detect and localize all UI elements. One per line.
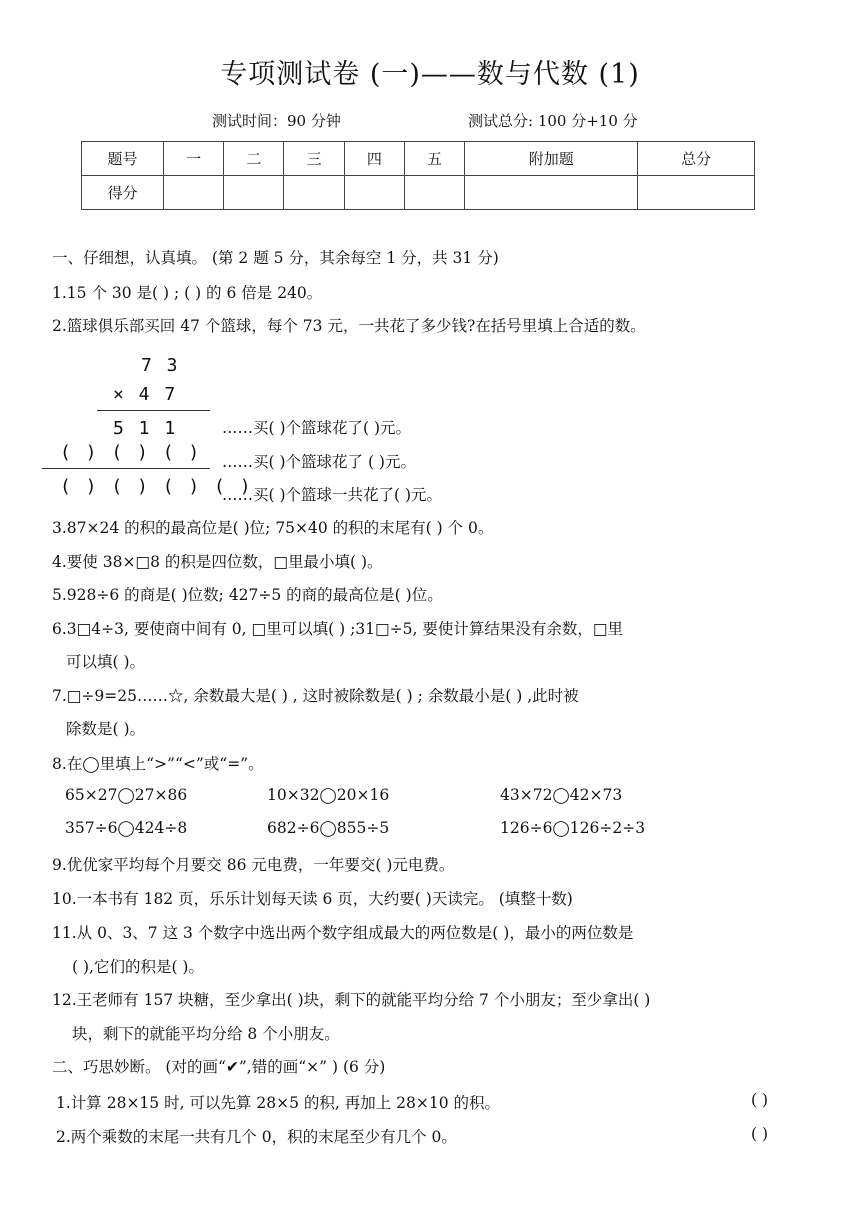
table-cell: 四 (344, 142, 404, 176)
question-4: 4.要使 38×□8 的积是四位数，□里最小填( )。 (52, 553, 383, 571)
calc-line (97, 410, 210, 411)
table-cell: 一 (164, 142, 224, 176)
score-entry[interactable] (638, 176, 755, 210)
question-12: 12.王老师有 157 块糖，至少拿出( )块，剩下的就能平均分给 7 个小朋友；至少拿出( ) (52, 991, 651, 1009)
question-11: 11.从 0、3、7 这 3 个数字中选出两个数字组成最大的两位数是( )，最小的两位数是 (52, 924, 634, 942)
compare-item: 43×72◯42×73 (500, 786, 623, 804)
calc-note-1: ……买( )个篮球花了( )元。 (222, 419, 412, 437)
test-time: 测试时间：90 分钟 (212, 112, 341, 130)
question-6-cont: 可以填( )。 (66, 653, 146, 671)
score-entry[interactable] (284, 176, 344, 210)
table-cell: 五 (404, 142, 464, 176)
calc-partial-1: 5 1 1 (113, 418, 178, 439)
score-table-header-row (82, 142, 755, 176)
score-entry[interactable] (344, 176, 404, 210)
score-table (81, 141, 755, 210)
question-7: 7.□÷9=25……☆, 余数最大是( ) , 这时被除数是( ) ; 余数最小是( ) ,此时被 (52, 687, 579, 705)
calc-product: ( ) ( ) ( ) ( ) (60, 476, 253, 497)
table-cell: 二 (224, 142, 284, 176)
calc-multiplier: × 4 7 (113, 384, 178, 405)
table-cell: 题号 (82, 142, 164, 176)
score-entry[interactable] (164, 176, 224, 210)
score-table-score-row (82, 176, 755, 210)
question-12-cont: 块，剩下的就能平均分给 8 个小朋友。 (72, 1025, 340, 1043)
page-title: 专项测试卷 (一)——数与代数 (1) (220, 59, 640, 90)
section1-heading: 一、仔细想，认真填。 (第 2 题 5 分，其余每空 1 分，共 31 分) (52, 249, 499, 267)
section2-heading: 二、巧思妙断。 (对的画“✔”,错的画“×” ) (6 分) (52, 1058, 386, 1076)
question-2: 2.篮球俱乐部买回 47 个篮球，每个 73 元，一共花了多少钱?在括号里填上合适的数。 (52, 317, 646, 335)
table-cell: 总分 (638, 142, 755, 176)
calc-line (42, 468, 210, 469)
question-1: 1.15 个 30 是( ) ; ( ) 的 6 倍是 240。 (52, 284, 323, 302)
calc-note-2: ……买( )个篮球花了 ( )元。 (222, 453, 416, 471)
question-7-cont: 除数是( )。 (66, 720, 146, 738)
calc-partial-2: ( ) ( ) ( ) (60, 442, 202, 463)
question-5: 5.928÷6 的商是( )位数; 427÷5 的商的最高位是( )位。 (52, 586, 443, 604)
calc-multiplicand: 7 3 (141, 355, 180, 376)
score-entry[interactable] (465, 176, 638, 210)
calc-note-3: ……买( )个篮球一共花了( )元。 (222, 486, 443, 504)
question-9: 9.优优家平均每个月要交 86 元电费，一年要交( )元电费。 (52, 856, 455, 874)
table-cell: 三 (284, 142, 344, 176)
compare-item: 682÷6◯855÷5 (267, 819, 390, 837)
compare-item: 357÷6◯424÷8 (65, 819, 188, 837)
question-8: 8.在◯里填上“>”“<”或“=”。 (52, 755, 264, 773)
score-entry[interactable] (224, 176, 284, 210)
compare-item: 65×27◯27×86 (65, 786, 188, 804)
compare-item: 126÷6◯126÷2÷3 (500, 819, 646, 837)
compare-item: 10×32◯20×16 (267, 786, 390, 804)
score-entry[interactable] (404, 176, 464, 210)
question-10: 10.一本书有 182 页，乐乐计划每天读 6 页，大约要( )天读完。 (填整十数) (52, 890, 573, 908)
question-6: 6.3□4÷3, 要使商中间有 0, □里可以填( ) ;31□÷5, 要使计算结果没有余数，□里 (52, 620, 624, 638)
answer-box[interactable]: ( ) (751, 1091, 769, 1109)
table-cell: 附加题 (465, 142, 638, 176)
total-score: 测试总分: 100 分+10 分 (468, 112, 638, 130)
judge-question-2: 2.两个乘数的末尾一共有几个 0，积的末尾至少有几个 0。 (56, 1128, 457, 1146)
judge-question-1: 1.计算 28×15 时, 可以先算 28×5 的积, 再加上 28×10 的积。 (56, 1094, 500, 1112)
answer-box[interactable]: ( ) (751, 1125, 769, 1143)
question-11-cont: ( ),它们的积是( )。 (72, 958, 204, 976)
question-3: 3.87×24 的积的最高位是( )位; 75×40 的积的末尾有( ) 个 0。 (52, 519, 494, 537)
table-cell: 得分 (82, 176, 164, 210)
